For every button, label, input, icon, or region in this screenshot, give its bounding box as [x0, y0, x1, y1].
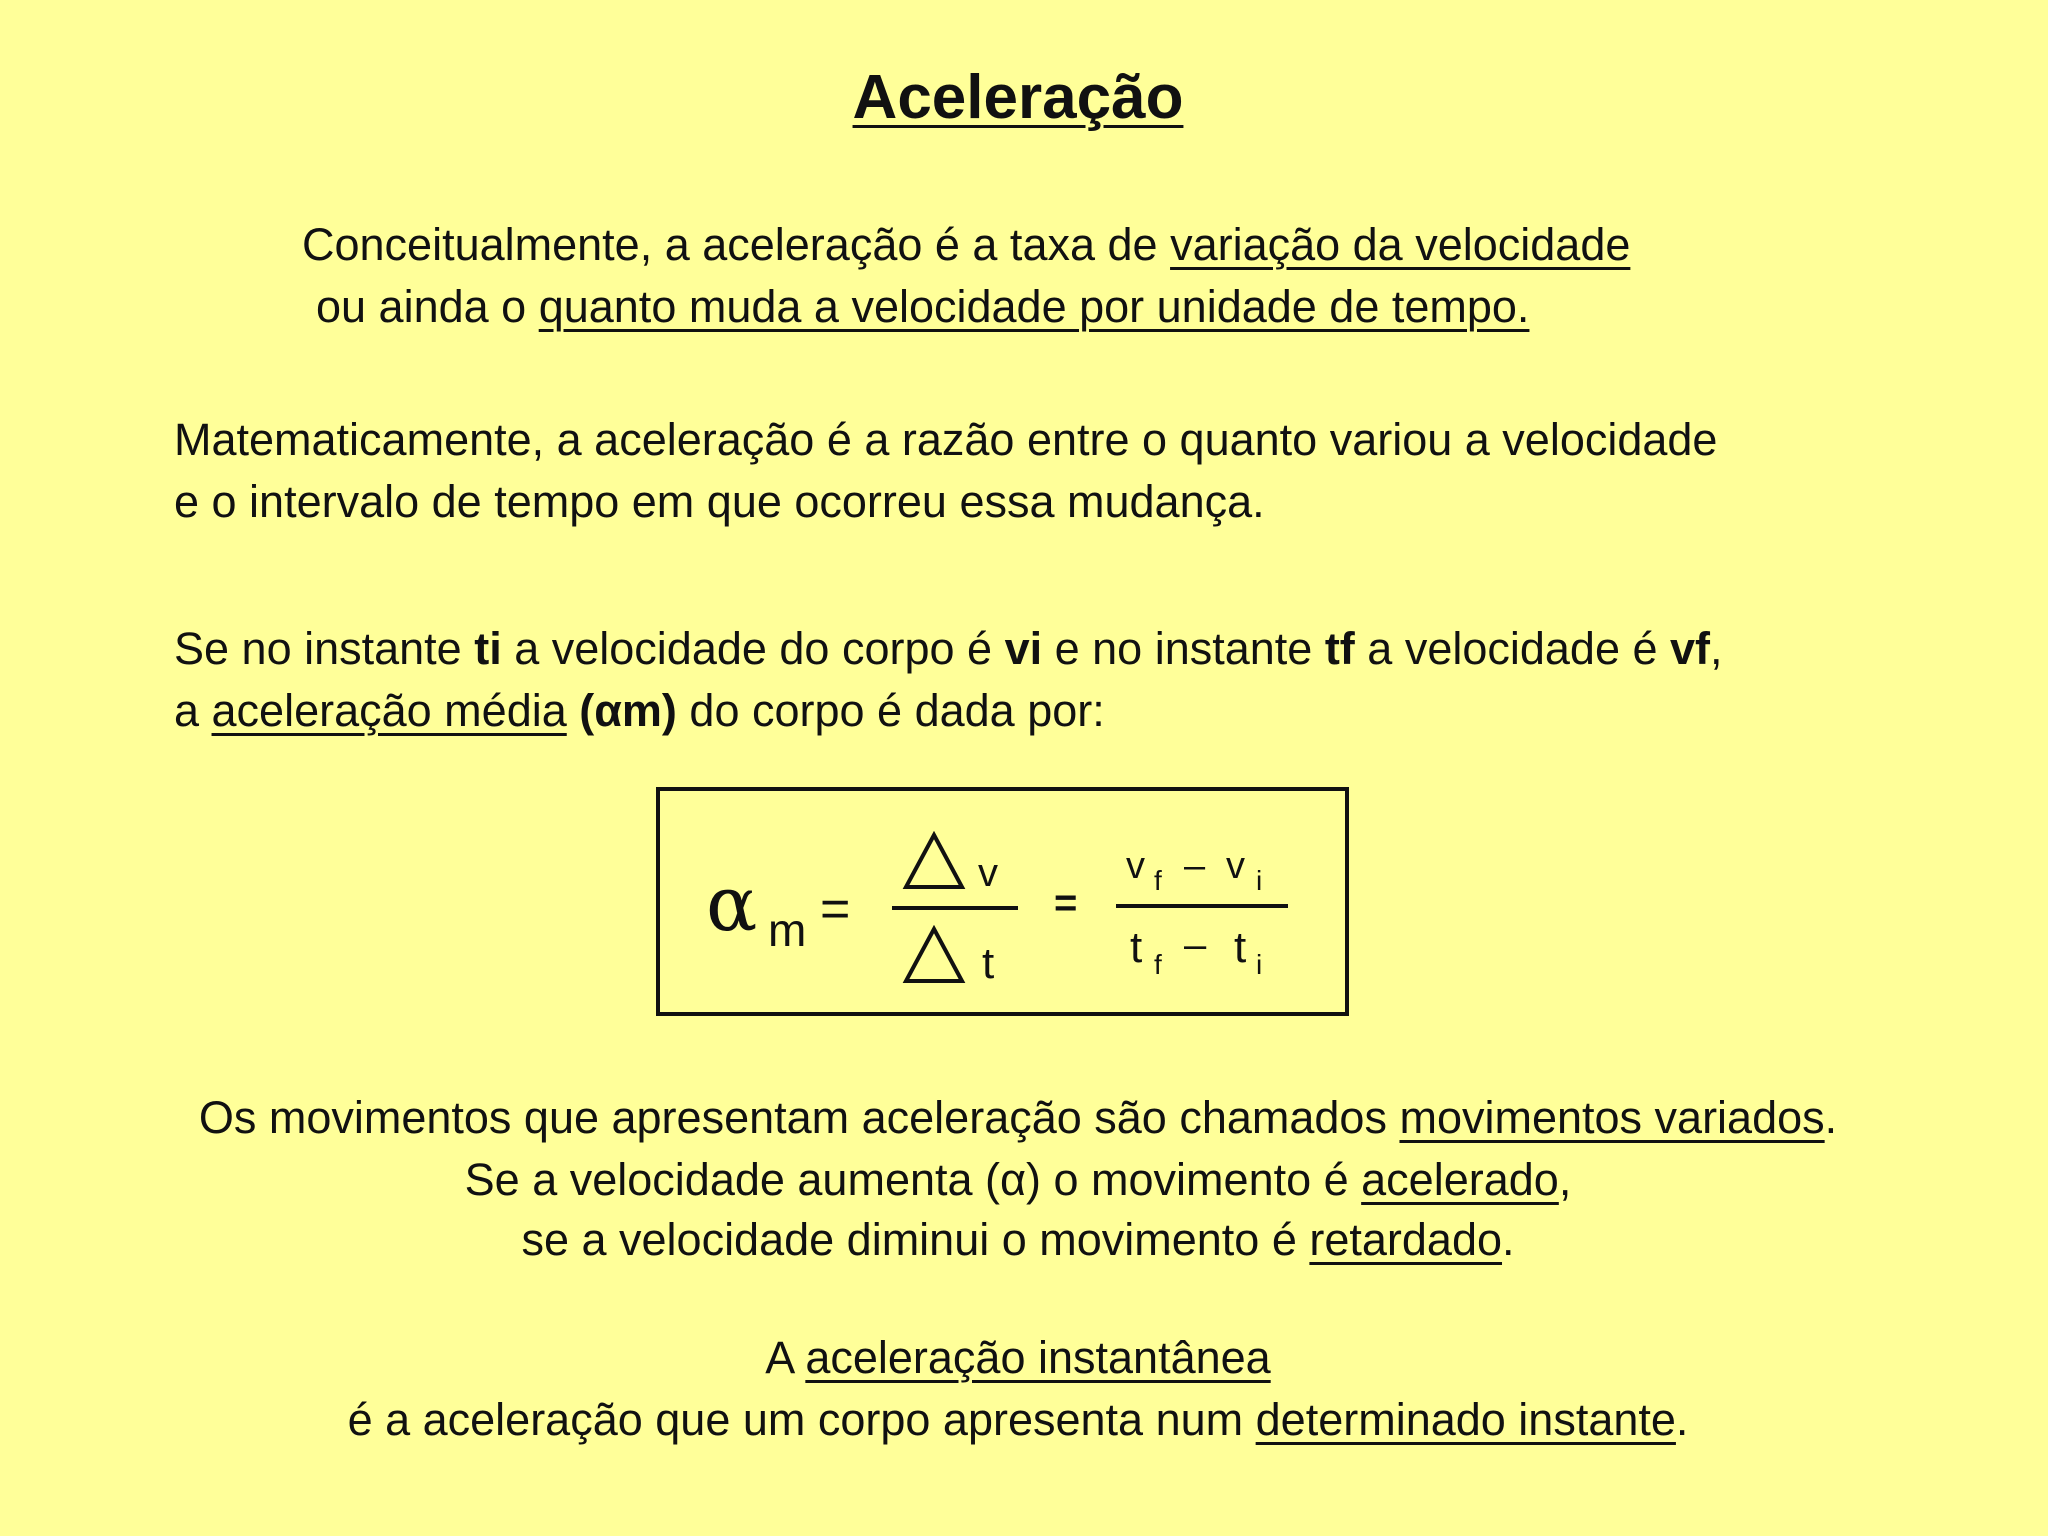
- formula-vf-sub: f: [1154, 865, 1162, 896]
- formula-minus-1: –: [1184, 845, 1206, 887]
- formula-vf: v: [1126, 845, 1145, 887]
- instant-text: [567, 685, 580, 736]
- formula-box: [656, 787, 1349, 1016]
- page-title: Aceleração: [852, 63, 1184, 132]
- concept-underlined-2: quanto muda a velocidade por unidade de tempo.: [538, 281, 1530, 332]
- varied-line-2: [0, 1149, 2036, 1211]
- instantaneous-text: é a aceleração que um corpo apresenta num: [347, 1394, 1256, 1445]
- vi-bold: vi: [1004, 623, 1043, 674]
- varied-underlined: movimentos variados: [1399, 1092, 1825, 1143]
- instant-text: e no instante: [1042, 623, 1325, 674]
- varied-text: .: [1502, 1214, 1515, 1265]
- instant-line-1: [174, 618, 1723, 680]
- math-line-1: Matematicamente, a aceleração é a razão entre o quanto variou a velocidade: [174, 414, 1718, 465]
- alpha-m-bold: (αm): [579, 685, 677, 736]
- concept-text-2: ou ainda o: [316, 281, 539, 332]
- varied-text: Os movimentos que apresentam aceleração são chamados: [198, 1092, 1400, 1143]
- formula-alpha-sub: m: [768, 904, 807, 956]
- formula-ti: t: [1234, 923, 1247, 972]
- varied-text: Se a velocidade aumenta (α) o movimento é: [464, 1154, 1362, 1205]
- instantaneous-underlined: aceleração instantânea: [805, 1332, 1271, 1383]
- formula-tf: t: [1130, 923, 1143, 972]
- instant-text: a: [174, 685, 212, 736]
- varied-text: ,: [1558, 1154, 1572, 1205]
- formula-equals-1: =: [820, 880, 851, 938]
- concept-underlined: variação da velocidade: [1170, 219, 1631, 270]
- delta-icon: [902, 831, 966, 891]
- formula-tf-sub: f: [1154, 949, 1162, 980]
- math-line-2: e o intervalo de tempo em que ocorreu essa mudança.: [174, 476, 1265, 527]
- formula-vi-sub: i: [1256, 865, 1263, 896]
- instant-text: a velocidade do corpo é: [501, 623, 1005, 674]
- instantaneous-line-1: [0, 1327, 2036, 1389]
- instant-text: a velocidade é: [1354, 623, 1671, 674]
- instant-line-2: [174, 680, 1105, 742]
- concept-line-2: [316, 276, 1529, 338]
- formula-alpha: α: [706, 859, 758, 948]
- instantaneous-text: A: [765, 1332, 806, 1383]
- formula-minus-2: –: [1184, 923, 1207, 967]
- fraction-bar-2: [1116, 904, 1288, 908]
- formula-num-v: v: [978, 851, 998, 895]
- varied-line-3: [0, 1209, 2036, 1271]
- ti-bold: ti: [474, 623, 502, 674]
- formula-den-t: t: [982, 939, 995, 988]
- determined-instant-underlined: determinado instante: [1255, 1394, 1676, 1445]
- varied-text: se a velocidade diminui o movimento é: [521, 1214, 1310, 1265]
- formula-ti-sub: i: [1256, 949, 1263, 980]
- formula-equals-2: =: [1054, 881, 1078, 925]
- formula-vi: v: [1226, 845, 1245, 887]
- vf-bold: vf: [1670, 623, 1711, 674]
- concept-text: Conceitualmente, a aceleração é a taxa de: [302, 219, 1171, 270]
- concept-line-1: [302, 214, 1630, 276]
- retarded-underlined: retardado: [1309, 1214, 1503, 1265]
- instantaneous-line-2: [0, 1389, 2036, 1451]
- varied-line-1: [0, 1087, 2036, 1149]
- instant-text: do corpo é dada por:: [676, 685, 1105, 736]
- varied-text: .: [1824, 1092, 1838, 1143]
- mean-accel-underlined: aceleração média: [211, 685, 567, 736]
- instant-text: ,: [1710, 623, 1723, 674]
- instant-text: Se no instante: [174, 623, 475, 674]
- fraction-bar-1: [892, 906, 1018, 910]
- instantaneous-text: .: [1675, 1394, 1689, 1445]
- delta-icon: [902, 925, 966, 985]
- tf-bold: tf: [1324, 623, 1355, 674]
- accelerated-underlined: acelerado: [1361, 1154, 1559, 1205]
